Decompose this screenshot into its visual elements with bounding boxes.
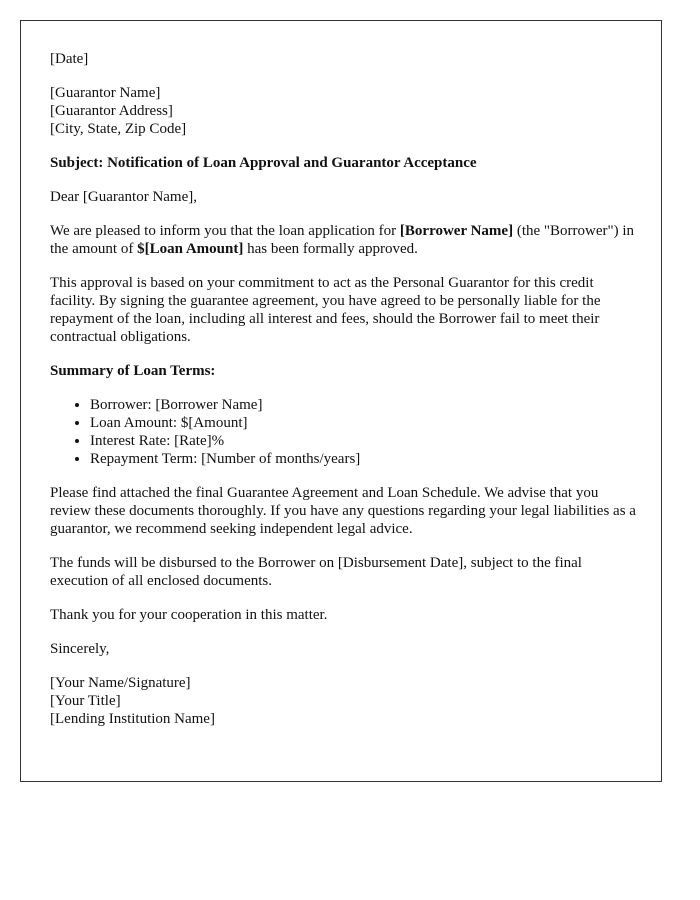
closing: Sincerely, <box>50 641 110 657</box>
signature-institution: [Lending Institution Name] <box>50 711 215 727</box>
letter-body <box>50 50 640 744</box>
loan-term-amount: • Loan Amount: $[Amount] <box>90 414 640 432</box>
signature-title: [Your Title] <box>50 693 121 709</box>
loan-term-borrower: • Borrower: [Borrower Name] <box>90 396 640 414</box>
salutation: Dear [Guarantor Name], <box>50 189 198 205</box>
signature-block <box>50 674 640 728</box>
loan-term-interest-rate: • Interest Rate: [Rate]% <box>90 432 640 450</box>
signature-name: [Your Name/Signature] <box>50 675 191 691</box>
recipient-address: [Guarantor Address] <box>50 103 173 119</box>
text-segment: (the "Borrower") in the amount of <box>50 223 635 257</box>
recipient-block <box>50 84 640 138</box>
paragraph-disbursement: The funds will be disbursed to the Borrower on [Disbursement Date], subject to the final execution of all enclosed documents. <box>50 555 582 589</box>
letter-date: [Date] <box>50 51 89 67</box>
loan-term-repayment: • Repayment Term: [Number of months/years] <box>90 450 640 468</box>
subject-text: Subject: Notification of Loan Approval and Guarantor Acceptance <box>50 155 477 171</box>
borrower-name-placeholder: [Borrower Name] <box>399 223 514 239</box>
summary-heading-text: Summary of Loan Terms: <box>50 363 216 379</box>
paragraph-guarantor-commitment: This approval is based on your commitment to act as the Personal Guarantor for this credit facility. By signing the guarantee agreement, you have agreed to be personally liable for the repayment of the loan, including all interest and fees, should the Borrower fail to meet their contractual obligations. <box>50 275 601 345</box>
subject-line <box>50 154 640 172</box>
paragraph-thanks: Thank you for your cooperation in this matter. <box>50 607 328 623</box>
text-segment: has been formally approved. <box>243 241 418 257</box>
letter-page <box>20 20 662 782</box>
summary-heading <box>50 362 640 380</box>
recipient-name: [Guarantor Name] <box>50 85 161 101</box>
loan-amount-placeholder: $[Loan Amount] <box>137 241 244 257</box>
text-segment: We are pleased to inform you that the loan application for <box>50 223 400 239</box>
recipient-city-state-zip: [City, State, Zip Code] <box>50 121 187 137</box>
paragraph-attachments: Please find attached the final Guarantee Agreement and Loan Schedule. We advise that you review these documents thoroughly. If you have any questions regarding your legal liabilities as a guarantor, we recommend seeking independent legal advice. <box>50 485 636 537</box>
paragraph-approval <box>50 222 640 258</box>
loan-terms-list <box>50 396 640 468</box>
